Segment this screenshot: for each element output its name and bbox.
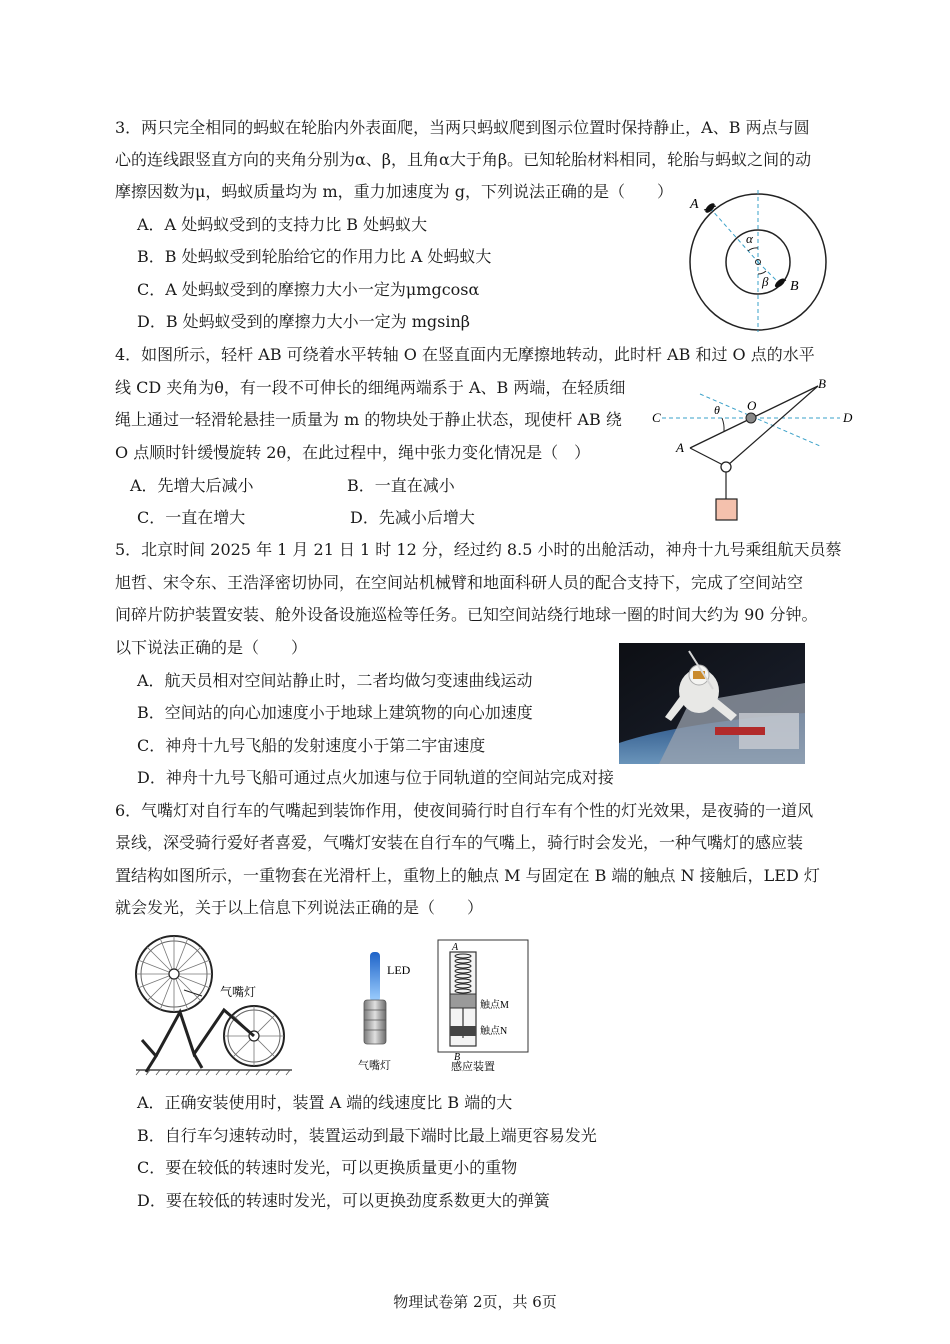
rotated-dashed-line (700, 394, 820, 446)
label-alpha: α (746, 231, 753, 246)
device-caption: 感应装置 (451, 1061, 495, 1073)
q4-option-d: D．先减小后增大 (350, 508, 475, 527)
rope-b-side (728, 386, 818, 465)
q6-stem-line-3: 置结构如图所示，一重物套在光滑杆上，重物上的触点 M 与固定在 B 端的触点 N 接触后，LED 灯 (115, 866, 820, 885)
q5-stem-line-3: 间碎片防护装置安装、舱外设备设施巡检等任务。已知空间站绕行地球一圈的时间大约为 90 分钟。 (115, 605, 818, 624)
q5-option-c: C．神舟十九号飞船的发射速度小于第二宇宙速度 (137, 736, 486, 755)
q4-option-c: C．一直在增大 (137, 508, 246, 527)
q5-stem-line-1: 5．北京时间 2025 年 1 月 21 日 1 时 12 分，经过约 8.5 小时的出舱活动，神舟十九号乘组航天员蔡 (115, 540, 842, 559)
lamp-caption: 气嘴灯 (358, 1060, 391, 1072)
label-a: A (676, 440, 684, 455)
pivot-o (746, 413, 756, 423)
q3-option-c: C．A 处蚂蚁受到的摩擦力大小一定为μmgcosα (137, 280, 480, 299)
label-o: O (747, 398, 757, 413)
q5-stem-line-2: 旭哲、宋令东、王浩泽密切协同，在空间站机械臂和地面科研人员的配合支持下，完成了空间站空 (115, 573, 804, 592)
contact-n-block (450, 1026, 476, 1036)
q5-stem-line-4: 以下说法正确的是（ ） (115, 638, 308, 657)
page-footer: 物理试卷第 2页，共 6页 (393, 1293, 557, 1311)
rope-a-side (690, 448, 725, 466)
label-c: C (652, 410, 661, 425)
q3-option-a: A．A 处蚂蚁受到的支持力比 B 处蚂蚁大 (137, 215, 428, 234)
mass-block (716, 499, 737, 520)
weight-block (450, 994, 476, 1008)
q5-option-b: B．空间站的向心加速度小于地球上建筑物的向心加速度 (137, 703, 533, 722)
pulley (721, 462, 731, 472)
label-d: D (843, 410, 853, 425)
label-b: B (790, 279, 799, 294)
q3-stem-line-1: 3．两只完全相同的蚂蚁在轮胎内外表面爬，当两只蚂蚁爬到图示位置时保持静止，A、B 两点与圆 (115, 118, 810, 137)
q4-option-b: B．一直在减小 (347, 476, 455, 495)
valve-light-label: 气嘴灯 (220, 985, 257, 999)
q5-option-a: A．航天员相对空间站静止时，二者均做匀变速曲线运动 (137, 671, 533, 690)
q6-stem-line-1: 6．气嘴灯对自行车的气嘴起到装饰作用，使夜间骑行时自行车有个性的灯光效果，是夜骑的一道风 (115, 801, 814, 820)
lamp-body (364, 1000, 386, 1044)
q4-stem-line-1: 4．如图所示，轻杆 AB 可绕着水平转轴 O 在竖直面内无摩擦地转动，此时杆 AB 和过 O 点的水平 (115, 345, 815, 364)
q6-option-a: A．正确安装使用时，装置 A 端的线速度比 B 端的大 (137, 1093, 513, 1112)
q3-option-b: B．B 处蚂蚁受到轮胎给它的作用力比 A 处蚂蚁大 (137, 247, 492, 266)
q3-stem-line-2: 心的连线跟竖直方向的夹角分别为α、β，且角α大于角β。已知轮胎材料相同，轮胎与蚂蚁之间的动 (115, 150, 812, 169)
tire-ant-diagram (680, 186, 840, 336)
label-beta: β (762, 274, 769, 289)
q4-option-a: A．先增大后减小 (130, 476, 254, 495)
q4-stem-line-2: 线 CD 夹角为θ，有一段不可伸长的细绳两端系于 A、B 两端，在轻质细 (115, 378, 626, 397)
angle-theta-arc (722, 418, 724, 431)
contact-n-label: 触点N (480, 1026, 508, 1037)
q3-stem-line-3: 摩擦因数为μ，蚂蚁质量均为 m，重力加速度为 g，下列说法正确的是（ ） (115, 182, 673, 201)
label-b: B (818, 376, 826, 391)
lever-pulley-diagram (650, 374, 855, 524)
q6-stem-line-4: 就会发光，关于以上信息下列说法正确的是（ ） (115, 898, 484, 917)
q4-stem-line-4: O 点顺时针缓慢旋转 2θ，在此过程中，绳中张力变化情况是（ ） (115, 443, 591, 462)
label-a: A (452, 942, 459, 953)
angle-alpha-arc (748, 248, 758, 251)
label-pointer (184, 990, 202, 996)
ant-a-icon (704, 202, 717, 215)
q6-option-d: D．要在较低的转速时发光，可以更换劲度系数更大的弹簧 (137, 1191, 550, 1210)
label-theta: θ (714, 403, 720, 417)
astronaut-photo (619, 643, 805, 764)
q4-stem-line-3: 绳上通过一轻滑轮悬挂一质量为 m 的物块处于静止状态，现使杆 AB 绕 (115, 410, 622, 429)
led-label: LED (387, 963, 411, 977)
bicycle-diagram (132, 932, 300, 1076)
contact-m-label: 触点M (480, 1000, 509, 1011)
frame-left (142, 1040, 156, 1072)
label-a: A (690, 197, 699, 212)
label-b: B (454, 1052, 461, 1063)
q6-stem-line-2: 景线，深受骑行爱好者喜爱，气嘴灯安装在自行车的气嘴上，骑行时会发光，一种气嘴灯的感应装 (115, 833, 804, 852)
q6-option-c: C．要在较低的转速时发光，可以更换质量更小的重物 (137, 1158, 518, 1177)
frame (156, 1010, 254, 1056)
valve-lamp-device-diagram (350, 938, 530, 1078)
q3-option-d: D．B 处蚂蚁受到的摩擦力大小一定为 mgsinβ (137, 312, 471, 331)
led-tube (370, 952, 380, 1002)
q5-option-d: D．神舟十九号飞船可通过点火加速与位于同轨道的空间站完成对接 (137, 768, 614, 787)
q6-option-b: B．自行车匀速转动时，装置运动到最下端时比最上端更容易发光 (137, 1126, 597, 1145)
